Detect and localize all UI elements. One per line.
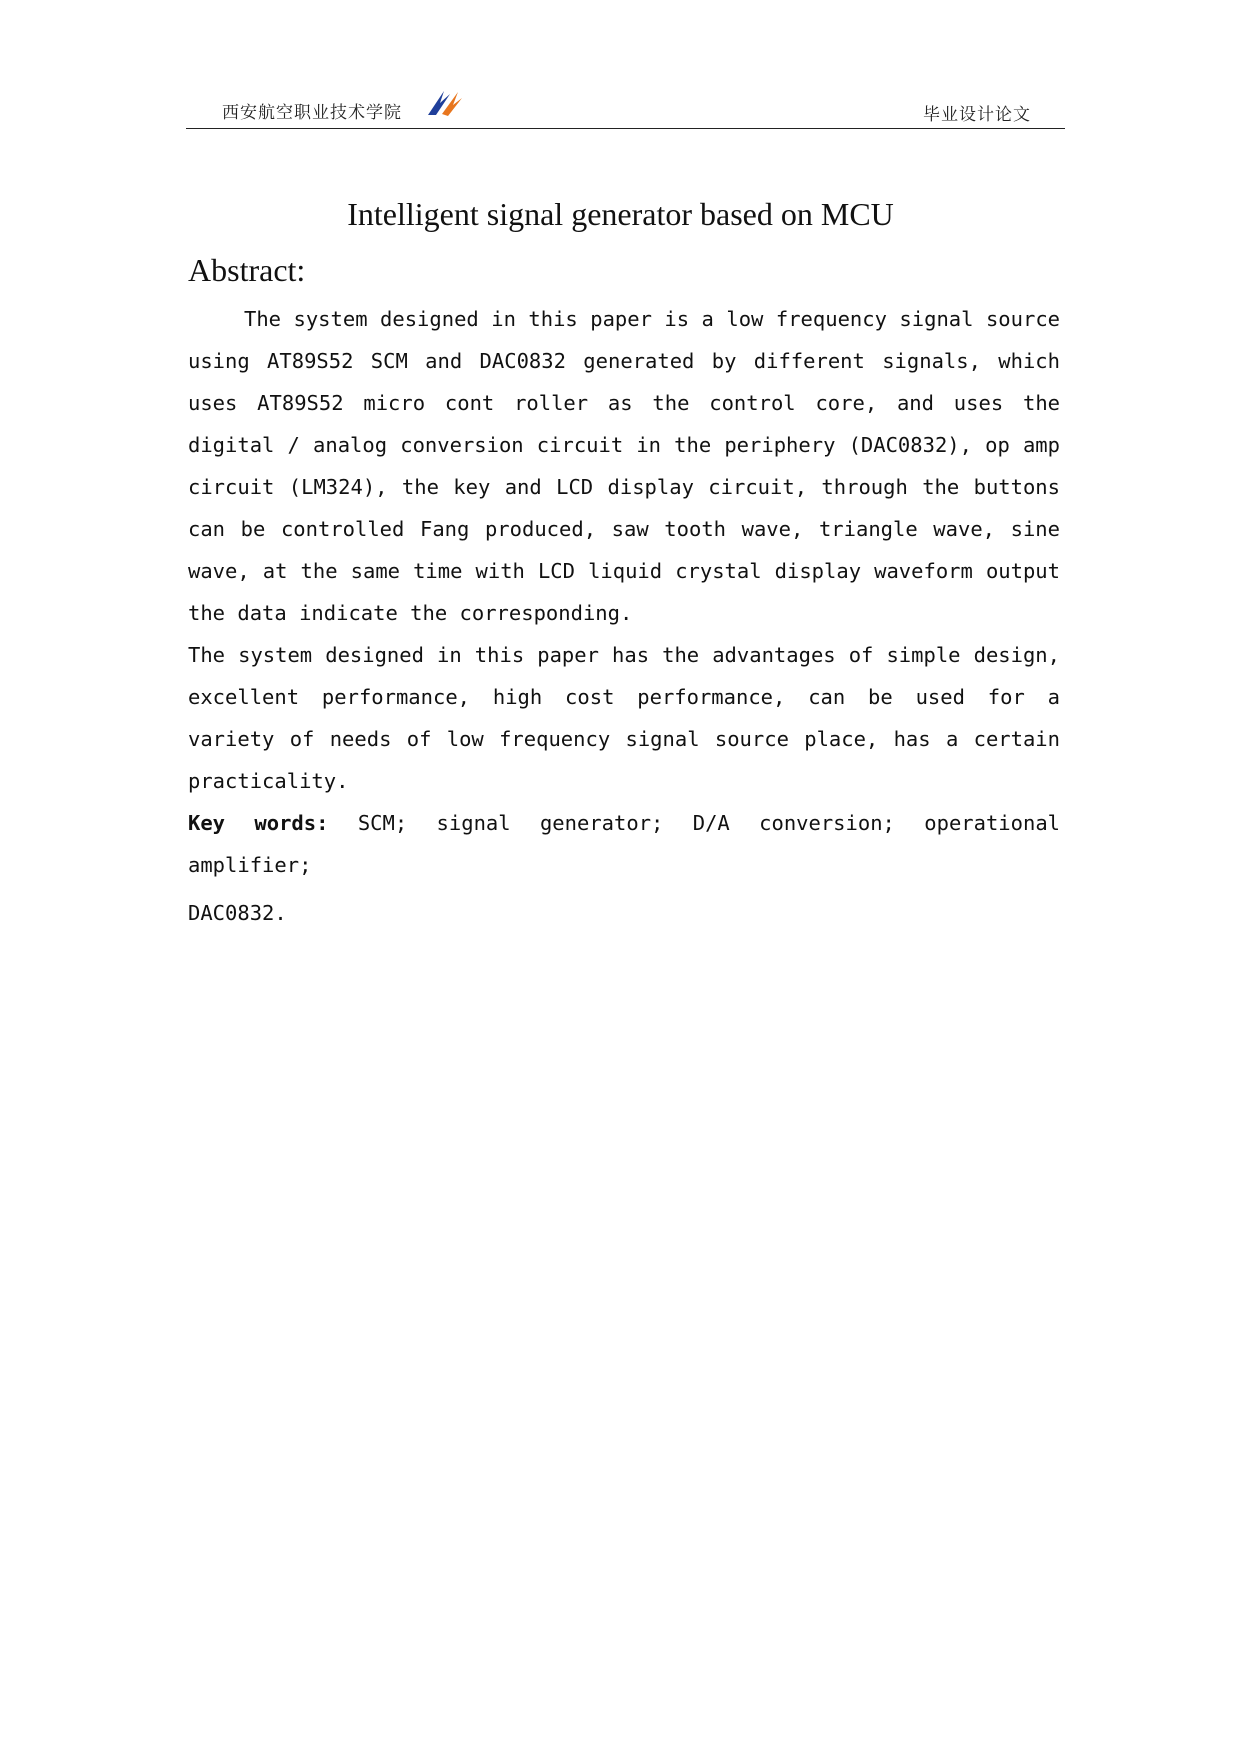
institution-logo-icon [422, 88, 464, 118]
keywords-last: DAC0832. [188, 901, 287, 925]
paper-title: Intelligent signal generator based on MCU [347, 196, 894, 232]
page-header [186, 86, 1065, 129]
abstract-heading: Abstract: [188, 252, 306, 288]
keywords-line [188, 802, 1060, 886]
abstract-paragraph-2: The system designed in this paper has the advantages of simple design, excellent performance, high cost performance, can be used for a variety of needs of low frequency signal source place, has a certain practicality. [188, 643, 1060, 793]
header-doc-type: 毕业设计论文 [923, 105, 1031, 125]
keywords-text: SCM; signal generator; D/A conversion; operational amplifier; [188, 811, 1061, 877]
abstract-paragraph-1: The system designed in this paper is a low frequency signal source using AT89S52 SCM and DAC0832 generated by different signals, which uses AT89S52 micro cont roller as the control core, and uses the digital / analog conversion circuit in the periphery (DAC0832), op amp circuit (LM324), the key and LCD display circuit, through the buttons can be controlled Fang produced, saw tooth wave, triangle wave, sine wave, at the same time with LCD liquid crystal display waveform output the data indicate the corresponding. [188, 307, 1060, 625]
header-institution: 西安航空职业技术学院 [222, 103, 402, 123]
abstract-body [188, 298, 1060, 934]
keywords-label: Key words: [188, 811, 329, 835]
